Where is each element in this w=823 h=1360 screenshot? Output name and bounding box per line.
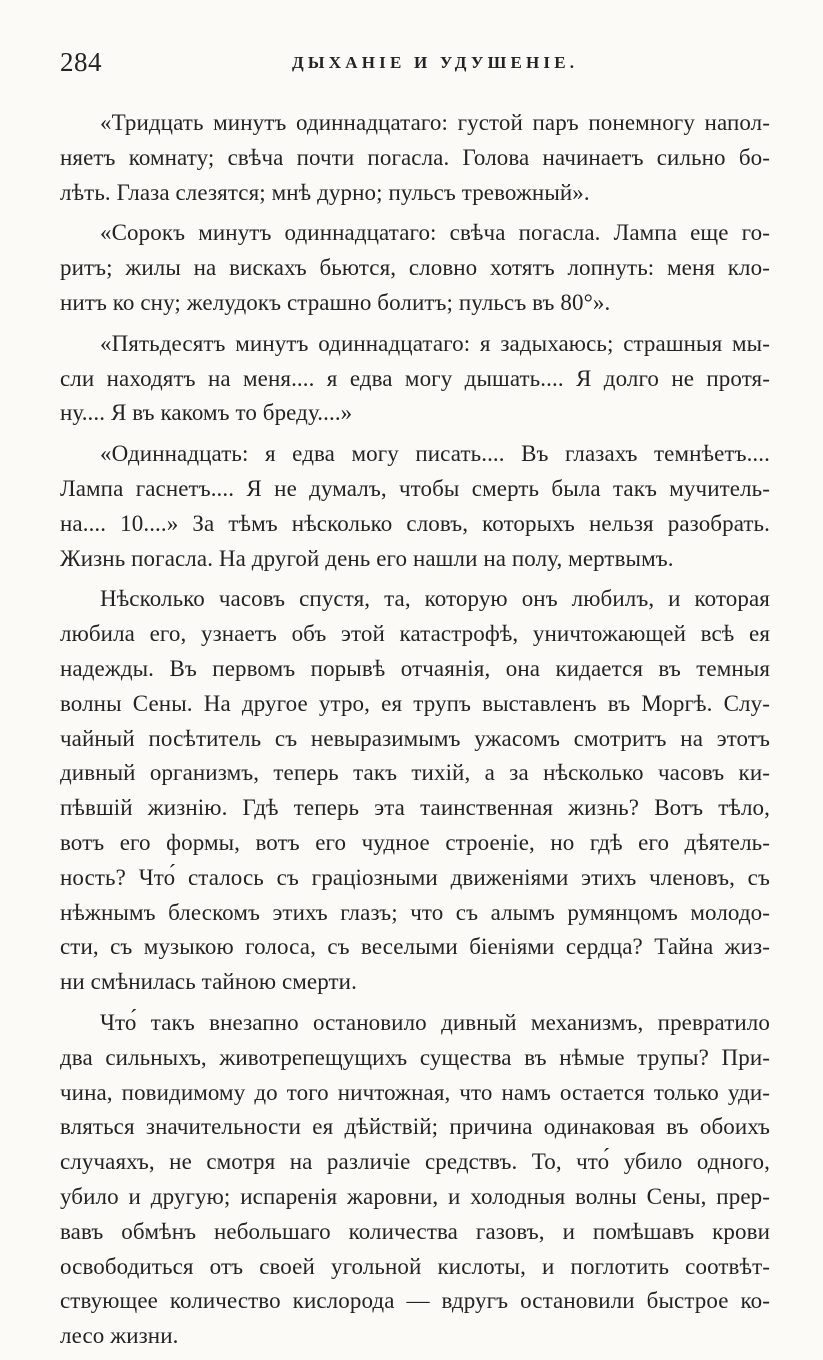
- text-line: дивный организмъ, теперь такъ тихій, а за нѣсколько часовъ ки-: [60, 760, 770, 786]
- text-line: «Тридцать минутъ одиннадцатаго: густой паръ понемногу напол-: [100, 110, 770, 135]
- text-line: ствующее количество кислорода — вдругъ остановили быстрое ко-: [60, 1288, 770, 1314]
- text-line: освободиться отъ своей угольной кислоты, и поглотить соотвѣт-: [60, 1253, 770, 1279]
- body-text: [60, 106, 770, 1360]
- text-line: ритъ; жилы на вискахъ бьются, словно хотятъ лопнуть: меня кло-: [60, 255, 770, 281]
- text-line: няетъ комнату; свѣча почти погасла. Голова начинаетъ сильно бо-: [60, 144, 770, 170]
- text-line: вотъ его формы, вотъ его чудное строеніе, но гдѣ его дѣятель-: [60, 829, 770, 855]
- text-line: лесо жизни.: [60, 1323, 179, 1349]
- text-line: Жизнь погасла. На другой день его нашли на полу, мертвымъ.: [60, 545, 674, 571]
- text-line: лѣть. Глаза слезятся; мнѣ дурно; пульсъ тревожный».: [60, 179, 590, 205]
- text-line: «Сорокъ минутъ одиннадцатаго: свѣча погасла. Лампа еще го-: [100, 220, 770, 246]
- text-line: случаяхъ, не смотря на различіе средствъ. То, что́ убило одного,: [60, 1149, 770, 1175]
- text-line: убило и другую; испаренія жаровни, и холодныя волны Сены, прер-: [60, 1183, 770, 1209]
- text-line: вляться значительности ея дѣйствій; причина одинаковая въ обоихъ: [60, 1114, 770, 1140]
- text-line: Что́ такъ внезапно остановило дивный механизмъ, превратило: [100, 1009, 770, 1035]
- text-line: любила его, узнаетъ объ этой катастрофѣ, уничтожающей всѣ ея: [60, 621, 770, 647]
- text-line: надежды. Въ первомъ порывѣ отчаянія, она кидается въ темныя: [60, 655, 770, 681]
- paragraph: [60, 1006, 770, 1354]
- text-line: сли находятъ на меня.... я едва могу дышать.... Я долго не протя-: [60, 365, 770, 391]
- paragraph: [60, 327, 770, 431]
- text-line: чайный посѣтитель съ невыразимымъ ужасомъ смотритъ на этотъ: [60, 725, 770, 751]
- text-line: нѣжнымъ блескомъ этихъ глазъ; что съ алымъ румянцомъ молодо-: [60, 899, 770, 925]
- text-line: Лампа гаснетъ.... Я не думалъ, чтобы смерть была такъ мучитель-: [60, 475, 770, 501]
- text-line: ность? Что́ сталось съ граціозными движеніями этихъ членовъ, съ: [60, 864, 770, 890]
- text-line: волны Сены. На другое утро, ея трупъ выставленъ въ Моргѣ. Слу-: [60, 690, 770, 716]
- text-line: два сильныхъ, животрепещущихъ существа въ нѣмые трупы? При-: [60, 1044, 770, 1070]
- text-line: Нѣсколько часовъ спустя, та, которую онъ любилъ, и которая: [100, 586, 770, 612]
- running-title: ДЫХАНІЕ И УДУШЕНІЕ.: [292, 53, 579, 72]
- text-line: сти, съ музыкою голоса, съ веселыми біеніями сердца? Тайна жиз-: [60, 934, 770, 960]
- text-line: на.... 10....» За тѣмъ нѣсколько словъ, которыхъ нельзя разобрать.: [60, 510, 770, 536]
- text-line: «Одиннадцать: я едва могу писать.... Въ глазахъ темнѣетъ....: [100, 441, 770, 467]
- paragraph: [60, 582, 770, 1000]
- text-line: вавъ обмѣнъ небольшаго количества газовъ, и помѣшавъ крови: [60, 1218, 770, 1244]
- text-line: ни смѣнилась тайною смерти.: [60, 969, 357, 995]
- page-number: 284: [60, 47, 102, 77]
- paragraph: [60, 216, 770, 320]
- paragraph: [60, 437, 770, 576]
- paragraph: [60, 106, 770, 210]
- text-line: пѣвшій жизнію. Гдѣ теперь эта таинственная жизнь? Вотъ тѣло,: [60, 795, 770, 821]
- text-line: ну.... Я въ какомъ то бреду....»: [60, 400, 353, 426]
- text-line: чина, повидимому до того ничтожная, что намъ остается только уди-: [60, 1079, 770, 1105]
- text-line: «Пятьдесятъ минутъ одиннадцатаго: я задыхаюсь; страшныя мы-: [100, 330, 770, 356]
- text-line: нитъ ко сну; желудокъ страшно болитъ; пульсъ въ 80°».: [60, 289, 611, 315]
- page-header: [60, 44, 770, 80]
